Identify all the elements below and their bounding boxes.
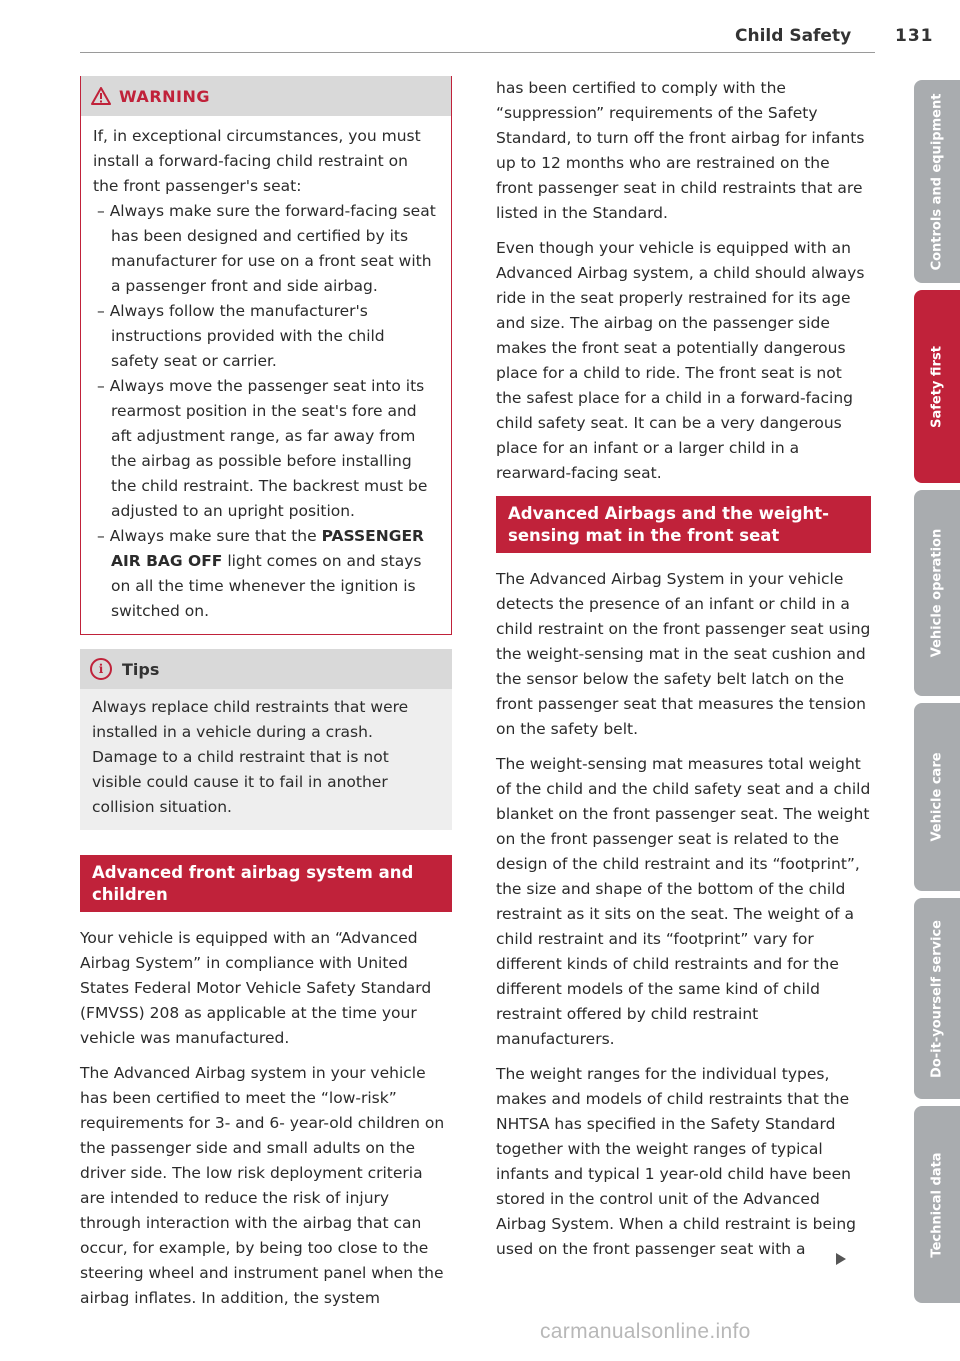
warning-box (80, 76, 452, 635)
tips-title: Tips (122, 659, 160, 679)
paragraph: The Advanced Airbag system in your vehicle has been certified to meet the “low-risk” requirements for 3- and 6- year-old children on the passenger side and small adults on the driver side. The low risk deployment criteria are intended to reduce the risk of injury through interaction with the airbag that can occur, for example, by being too close to the steering wheel and instrument panel when the airbag inflates. In addition, the system (80, 1064, 445, 1307)
paragraph: has been certified to comply with the “suppression” requirements of the Safety Standard, to turn off the front airbag for infants up to 12 months who are restrained on the front passenger seat in child restraints that are listed in the Standard. (496, 79, 865, 222)
right-column (496, 76, 871, 1272)
list-item: – Always make sure the forward-facing seat has been designed and certified by its manufacturer for use on a front seat with a passenger front and side airbag. (93, 199, 437, 299)
warning-body (81, 116, 451, 634)
left-column (80, 76, 452, 1321)
warning-title: WARNING (119, 86, 210, 106)
list-item-text: Always make sure that the (109, 527, 322, 545)
warning-header (81, 76, 451, 116)
paragraph: The weight ranges for the individual types, makes and models of child restraints that the NHTSA has specified in the Safety Standard together with the weight ranges of typical infants and typical 1 year-old child have been stored in the control unit of the Advanced Airbag System. When a child restraint is being used on the front passenger seat with a (496, 1065, 857, 1258)
section-heading: Advanced Airbags and the weight-sensing mat in the front seat (496, 496, 871, 553)
page-number: 131 (895, 26, 934, 46)
tab-technical-data[interactable] (914, 1106, 960, 1303)
tab-label: Vehicle operation (929, 528, 945, 658)
watermark: carmanualsonline.info (540, 1320, 751, 1343)
tips-header (80, 649, 452, 689)
warning-intro: If, in exceptional circumstances, you must install a forward-facing child restraint on the front passenger's seat: (93, 127, 421, 195)
tab-controls-and-equipment[interactable] (914, 80, 960, 283)
tab-label: Safety first (929, 345, 945, 428)
paragraph: The Advanced Airbag System in your vehicle detects the presence of an infant or child in a child restraint on the front passenger seat using the weight-sensing mat in the seat cushion and the sensor below the safety belt latch on the front passenger seat that measures the tension on the safety belt. (496, 570, 871, 738)
tab-do-it-yourself-service[interactable] (914, 898, 960, 1099)
list-item: – Always move the passenger seat into its rearmost position in the seat's fore and aft adjustment range, as far away from the airbag as possible before installing the child restraint. The backrest must be adjusted to an upright position. (93, 374, 437, 524)
running-header-title: Child Safety (735, 26, 852, 46)
paragraph: Even though your vehicle is equipped with an Advanced Airbag system, a child should always ride in the seat properly restrained for its age and size. The airbag on the passenger side makes the front seat a potentially dangerous place for a child to ride. The front seat is not the safest place for a child in a forward-facing child safety seat. It can be a very dangerous place for an infant or a larger child in a rearward-facing seat. (496, 239, 865, 482)
tab-label: Do-it-yourself service (929, 919, 945, 1078)
tab-safety-first[interactable] (914, 290, 960, 483)
list-item (93, 524, 437, 624)
warning-triangle-icon (91, 87, 111, 105)
tab-label: Vehicle care (929, 752, 945, 842)
paragraph: Your vehicle is equipped with an “Advanced Airbag System” in compliance with United States Federal Motor Vehicle Safety Standard (FMVSS) 208 as applicable at the time your vehicle was manufactured. (80, 929, 432, 1047)
tips-box (80, 649, 452, 830)
indicator-name: PASSENGER AIR BAG OFF (111, 527, 424, 570)
tab-label: Technical data (929, 1151, 945, 1258)
tab-label: Controls and equipment (929, 93, 945, 270)
tips-body: Always replace child restraints that were installed in a vehicle during a crash. Damage to a child restraint that is not visible could cause it to fail in another collision situation. (92, 698, 409, 816)
list-item-text: light comes on and stays on all the time whenever the ignition is switched on. (111, 552, 422, 620)
continue-arrow-icon (836, 1253, 846, 1265)
section-heading: Advanced front airbag system and children (80, 855, 452, 912)
tab-vehicle-care[interactable] (914, 703, 960, 891)
tab-vehicle-operation[interactable] (914, 490, 960, 696)
list-item: – Always follow the manufacturer's instructions provided with the child safety seat or carrier. (93, 299, 437, 374)
warning-list (93, 199, 437, 624)
info-icon: i (90, 658, 112, 680)
paragraph: The weight-sensing mat measures total weight of the child and the child safety seat and a child blanket on the front passenger seat. The weight on the front passenger seat is related to the design of the child restraint and its “footprint”, the size and shape of the bottom of the child restraint as it sits on the seat. The weight of a child restraint and its “footprint” vary for different kinds of child restraints and for the different models of the same kind of child restraint offered by child restraint manufacturers. (496, 755, 871, 1048)
header-rule (80, 52, 875, 53)
